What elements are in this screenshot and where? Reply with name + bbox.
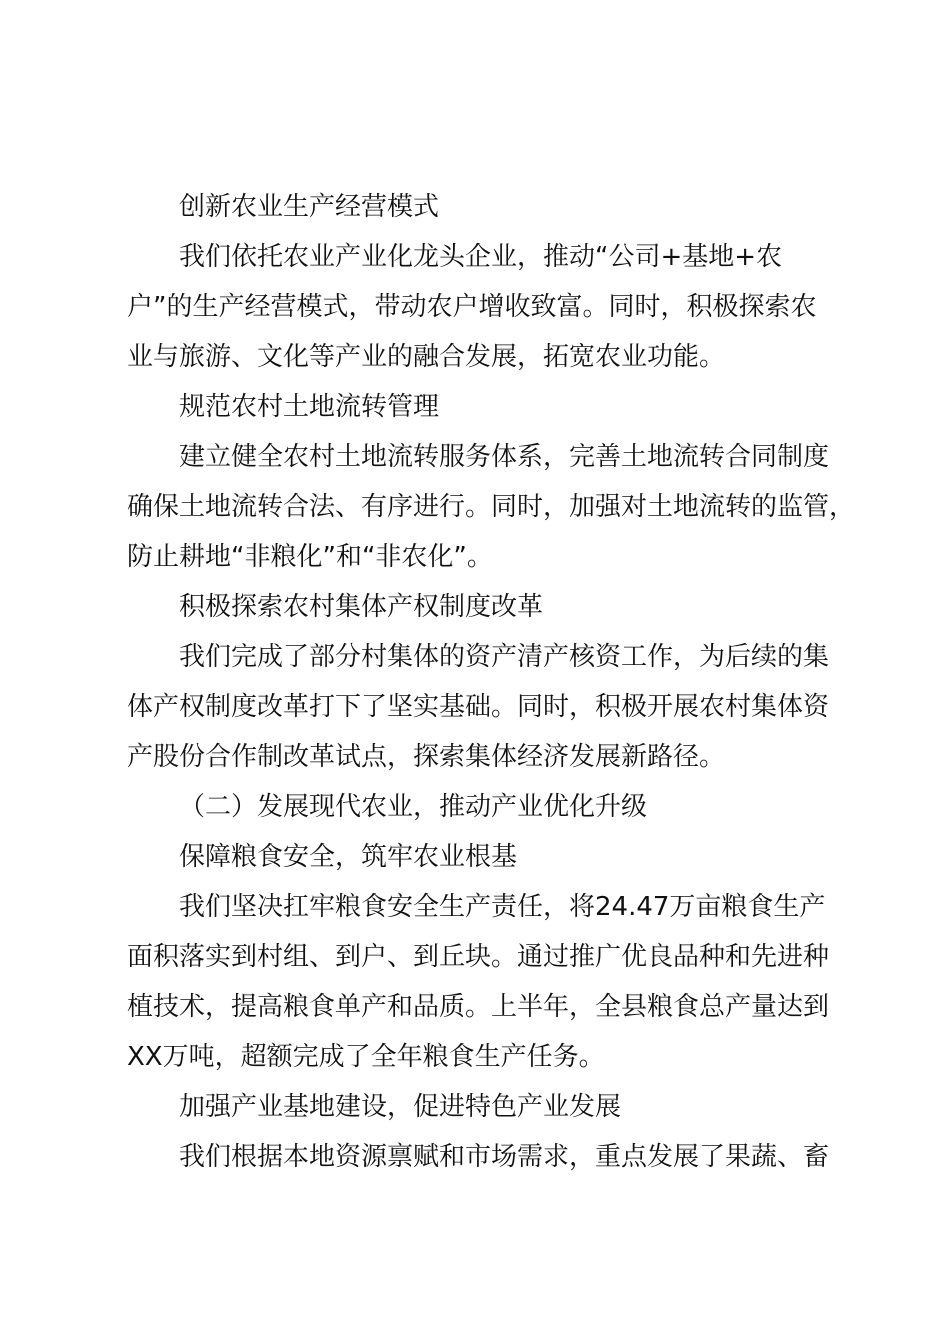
body-paragraph xyxy=(127,432,856,582)
body-paragraph xyxy=(127,632,837,782)
body-paragraph xyxy=(127,232,837,382)
document-body xyxy=(127,182,856,1182)
paragraph-line: 植技术，提高粮食单产和品质。上半年，全县粮食总产量达到 xyxy=(127,992,830,1022)
paragraph-line: 户”的生产经营模式，带动农户增收致富。同时，积极探索农 xyxy=(127,292,817,322)
section-heading: 保障粮食安全，筑牢农业根基 xyxy=(179,842,518,872)
paragraph-line: XX万吨，超额完成了全年粮食生产任务。 xyxy=(127,1042,605,1072)
body-paragraph xyxy=(127,882,837,1082)
paragraph-line: 我们依托农业产业化龙头企业，推动“公司+基地+农 xyxy=(179,242,783,272)
paragraph-line: 我们根据本地资源禀赋和市场需求，重点发展了果蔬、畜 xyxy=(179,1142,830,1172)
section-heading: 创新农业生产经营模式 xyxy=(179,192,440,222)
paragraph-line: 业与旅游、文化等产业的融合发展，拓宽农业功能。 xyxy=(127,342,726,372)
paragraph-line: 面积落实到村组、到户、到丘块。通过推广优良品种和先进种 xyxy=(127,942,830,972)
paragraph-line: 建立健全农村土地流转服务体系，完善土地流转合同制度 xyxy=(179,442,830,472)
section-heading: 规范农村土地流转管理 xyxy=(179,392,440,422)
paragraph-line: 防止耕地“非粮化”和“非农化”。 xyxy=(127,542,493,572)
paragraph-line: 体产权制度改革打下了坚实基础。同时，积极开展农村集体资 xyxy=(127,692,830,722)
paragraph-line: 产股份合作制改革试点，探索集体经济发展新路径。 xyxy=(127,742,726,772)
body-paragraph xyxy=(127,1132,837,1182)
paragraph-line: 我们完成了部分村集体的资产清产核资工作，为后续的集 xyxy=(179,642,830,672)
section-heading: 加强产业基地建设，促进特色产业发展 xyxy=(179,1092,622,1122)
chapter-heading: （二）发展现代农业，推动产业优化升级 xyxy=(179,792,648,822)
section-heading: 积极探索农村集体产权制度改革 xyxy=(179,592,544,622)
paragraph-line: 我们坚决扛牢粮食安全生产责任，将24.47万亩粮食生产 xyxy=(179,892,826,922)
paragraph-line: 确保土地流转合法、有序进行。同时，加强对土地流转的监管， xyxy=(127,492,856,522)
